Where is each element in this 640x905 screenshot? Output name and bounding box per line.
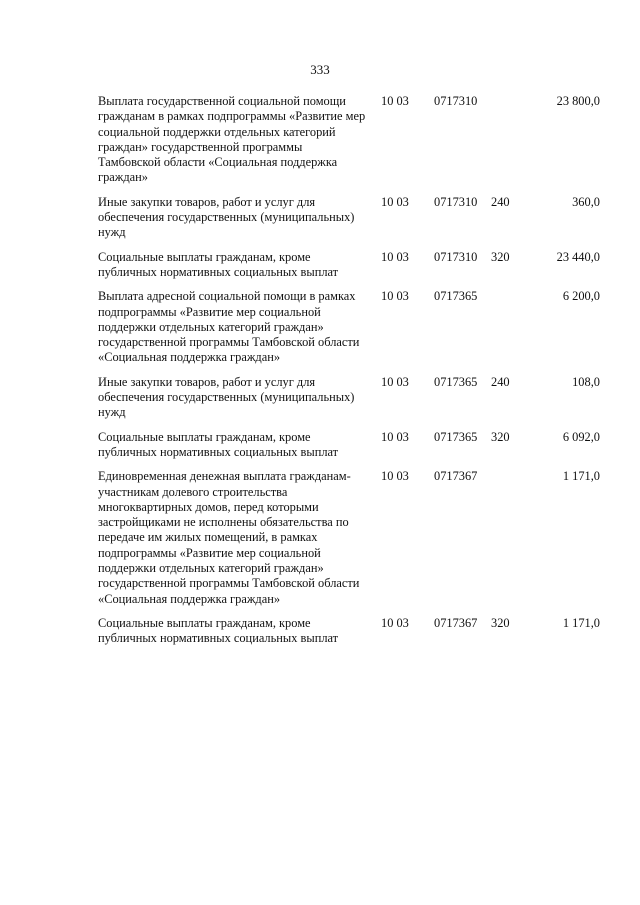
row-target-article: 0717310 bbox=[434, 249, 478, 264]
row-target-article: 0717367 bbox=[434, 469, 478, 484]
row-description: Социальные выплаты гражданам, кроме публичных нормативных социальных выплат bbox=[98, 615, 339, 646]
row-description: Выплата государственной социальной помощи гражданам в рамках подпрограммы «Развитие мер социальной поддержки отдельных категорий граждан» государственной программы Тамбовской области «Социальная поддержка граждан» bbox=[98, 94, 366, 185]
row-amount: 23 800,0 bbox=[556, 94, 600, 108]
row-amount: 108,0 bbox=[572, 374, 600, 389]
row-expense-type: 240 bbox=[491, 374, 510, 389]
row-expense-type: 240 bbox=[491, 194, 510, 209]
row-section: 10 03 bbox=[381, 429, 409, 444]
row-target-article: 0717310 bbox=[434, 194, 478, 209]
table-row bbox=[0, 616, 640, 647]
row-section: 10 03 bbox=[381, 94, 409, 108]
row-section: 10 03 bbox=[381, 289, 409, 304]
table-row bbox=[0, 250, 640, 281]
table-row bbox=[0, 289, 640, 365]
row-section: 10 03 bbox=[381, 374, 409, 389]
row-target-article: 0717365 bbox=[434, 289, 478, 304]
budget-table bbox=[0, 94, 640, 656]
row-amount: 1 171,0 bbox=[562, 615, 600, 630]
table-row bbox=[0, 430, 640, 461]
row-section: 10 03 bbox=[381, 249, 409, 264]
row-amount: 23 440,0 bbox=[556, 249, 600, 264]
table-row bbox=[0, 375, 640, 421]
table-row bbox=[0, 94, 640, 186]
row-amount: 1 171,0 bbox=[562, 469, 600, 484]
row-section: 10 03 bbox=[381, 194, 409, 209]
row-section: 10 03 bbox=[381, 469, 409, 484]
row-description: Иные закупки товаров, работ и услуг для обеспечения государственных (муниципальных) нужд bbox=[98, 374, 355, 420]
row-expense-type: 320 bbox=[491, 615, 510, 630]
row-amount: 360,0 bbox=[572, 194, 600, 209]
row-amount: 6 092,0 bbox=[562, 429, 600, 444]
row-target-article: 0717367 bbox=[434, 615, 478, 630]
row-amount: 6 200,0 bbox=[562, 289, 600, 304]
row-target-article: 0717365 bbox=[434, 374, 478, 389]
row-section: 10 03 bbox=[381, 615, 409, 630]
row-description: Иные закупки товаров, работ и услуг для обеспечения государственных (муниципальных) нужд bbox=[98, 194, 355, 240]
table-row bbox=[0, 195, 640, 241]
table-row bbox=[0, 469, 640, 607]
page-number: 333 bbox=[310, 62, 330, 77]
row-expense-type: 320 bbox=[491, 249, 510, 264]
row-description: Единовременная денежная выплата гражданам-участникам долевого строительства многоквартирных домов, перед которыми застройщиками не исполнены обязательства по передаче им жилых помещений, в рамках подпрограммы «Развитие мер социальной поддержки отдельных категорий граждан» государственной программы Тамбовской области «Социальная поддержка граждан» bbox=[98, 469, 360, 606]
row-description: Социальные выплаты гражданам, кроме публичных нормативных социальных выплат bbox=[98, 249, 339, 279]
row-description: Социальные выплаты гражданам, кроме публичных нормативных социальных выплат bbox=[98, 429, 339, 459]
row-target-article: 0717310 bbox=[434, 94, 478, 108]
row-target-article: 0717365 bbox=[434, 429, 478, 444]
row-expense-type: 320 bbox=[491, 429, 510, 444]
row-description: Выплата адресной социальной помощи в рамках подпрограммы «Развитие мер социальной поддержки отдельных категорий граждан» государственной программы Тамбовской области «Социальная поддержка граждан» bbox=[98, 289, 360, 365]
